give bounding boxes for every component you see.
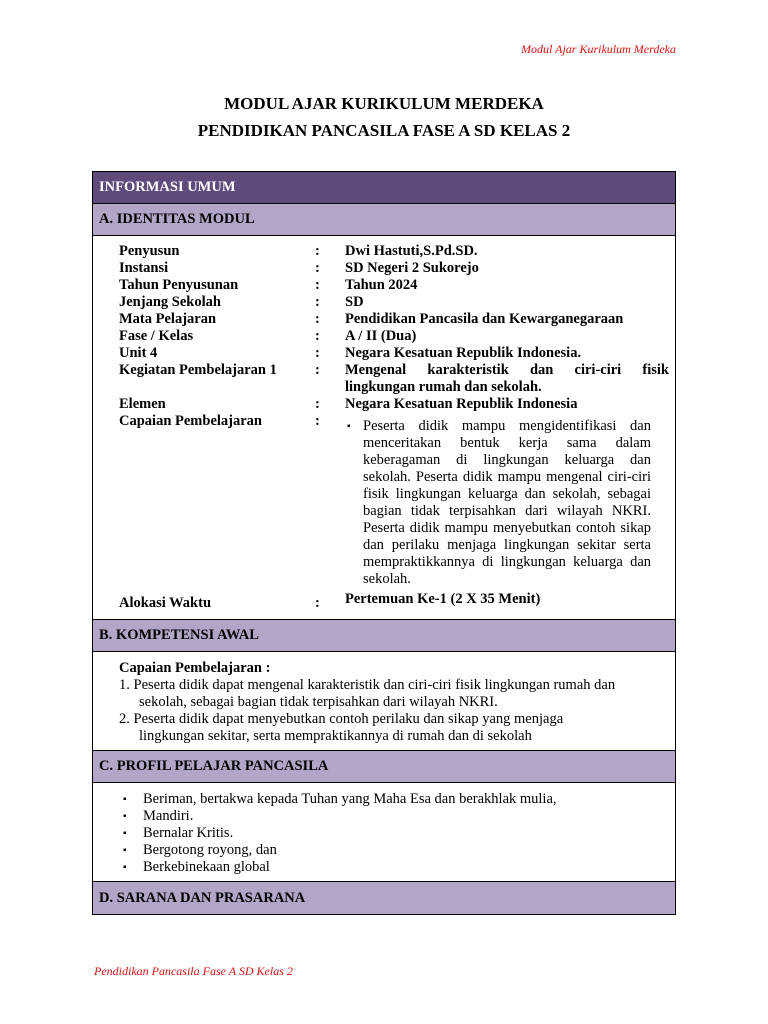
- identity-colon: :: [315, 413, 320, 429]
- identity-value: Mengenal karakteristik dan ciri-ciri fisik lingkungan rumah dan sekolah.: [345, 362, 669, 395]
- document-title: MODUL AJAR KURIKULUM MERDEKA: [224, 94, 544, 113]
- identity-row-tahun-penyusunan: [119, 277, 669, 294]
- identity-colon: :: [315, 362, 320, 378]
- kompetensi-item-1: [119, 677, 661, 711]
- identity-colon: :: [315, 345, 320, 361]
- identity-value: Dwi Hastuti,S.Pd.SD.: [345, 243, 478, 259]
- identity-colon: :: [315, 311, 320, 327]
- kompetensi-item-line: 2. Peserta didik dapat menyebutkan contoh perilaku dan sikap yang menjaga: [119, 711, 564, 727]
- identity-label: Jenjang Sekolah: [119, 294, 221, 310]
- bullet-icon: ▪: [123, 845, 127, 856]
- profil-item-text: Mandiri.: [143, 808, 194, 824]
- profil-item: [123, 808, 193, 825]
- bullet-icon: ▪: [123, 862, 127, 873]
- section-header-kompetensi-awal: B. KOMPETENSI AWAL: [93, 620, 675, 652]
- section-header-sarana-prasarana: D. SARANA DAN PRASARANA: [93, 882, 675, 914]
- identity-colon: :: [315, 396, 320, 412]
- identity-value: Pertemuan Ke-1 (2 X 35 Menit): [345, 591, 541, 607]
- kompetensi-item-2: [119, 711, 661, 745]
- kompetensi-awal-title: Capaian Pembelajaran :: [119, 660, 271, 676]
- identity-colon: :: [315, 277, 320, 293]
- identity-row-elemen: [119, 396, 669, 413]
- identity-colon: :: [315, 595, 320, 611]
- identity-label: Mata Pelajaran: [119, 311, 217, 327]
- identity-colon: :: [315, 328, 320, 344]
- identity-row-alokasi-waktu: [119, 591, 669, 612]
- profil-item: [123, 791, 557, 808]
- section-header-informasi-umum: INFORMASI UMUM: [93, 172, 675, 204]
- identity-label: Alokasi Waktu: [119, 595, 212, 611]
- bullet-icon: ▪: [123, 828, 127, 839]
- running-footer: Pendidikan Pancasila Fase A SD Kelas 2: [94, 964, 293, 978]
- identity-label: Kegiatan Pembelajaran 1: [119, 362, 277, 378]
- profil-item-text: Bernalar Kritis.: [143, 825, 234, 841]
- identity-value: A / II (Dua): [345, 328, 417, 344]
- kompetensi-item-line: sekolah, sebagai bagian tidak terpisahkan dari wilayah NKRI.: [139, 694, 498, 710]
- identity-value: SD: [345, 294, 364, 310]
- profil-item-text: Berkebinekaan global: [143, 859, 270, 875]
- identity-row-kegiatan-pembelajaran: [119, 362, 669, 396]
- bullet-icon: ▪: [347, 421, 351, 432]
- bullet-icon: ▪: [123, 794, 127, 805]
- identity-value: Negara Kesatuan Republik Indonesia: [345, 396, 578, 412]
- identity-colon: :: [315, 260, 320, 276]
- identity-row-unit: [119, 345, 669, 362]
- running-header: Modul Ajar Kurikulum Merdeka: [521, 42, 676, 56]
- identity-colon: :: [315, 294, 320, 310]
- profil-item: [123, 859, 270, 876]
- identity-label: Tahun Penyusunan: [119, 277, 239, 293]
- identity-value: Tahun 2024: [345, 277, 418, 293]
- kompetensi-awal-body: [93, 652, 675, 751]
- section-header-profil-pelajar-pancasila: C. PROFIL PELAJAR PANCASILA: [93, 751, 675, 783]
- identity-row-penyusun: [119, 243, 669, 260]
- bullet-icon: ▪: [123, 811, 127, 822]
- profil-item-text: Beriman, bertakwa kepada Tuhan yang Maha Esa dan berakhlak mulia,: [143, 791, 557, 807]
- document-subtitle: PENDIDIKAN PANCASILA FASE A SD KELAS 2: [197, 121, 571, 140]
- identity-value: Negara Kesatuan Republik Indonesia.: [345, 345, 582, 361]
- profil-pelajar-body: [93, 783, 675, 882]
- identity-label: Unit 4: [119, 345, 158, 361]
- identity-row-instansi: [119, 260, 669, 277]
- profil-item-text: Bergotong royong, dan: [143, 842, 277, 858]
- identity-label: Instansi: [119, 260, 169, 276]
- identity-row-jenjang-sekolah: [119, 294, 669, 311]
- identity-label: Elemen: [119, 396, 166, 412]
- section-header-identitas-modul: A. IDENTITAS MODUL: [93, 204, 675, 236]
- kompetensi-item-line: lingkungan sekitar, serta mempraktikannya di rumah dan di sekolah: [139, 728, 532, 744]
- kompetensi-item-line: 1. Peserta didik dapat mengenal karakteristik dan ciri-ciri fisik lingkungan rumah dan: [119, 677, 616, 693]
- identity-value: SD Negeri 2 Sukorejo: [345, 260, 479, 276]
- profil-item: [123, 842, 277, 859]
- capaian-pembelajaran-text: Peserta didik mampu mengidentifikasi dan menceritakan bentuk kerja sama dalam keberagaman di lingkungan keluarga dan sekolah. Peserta didik mampu mengenal ciri-ciri fisik lingkungan keluarga dan sekolah, sebagai bagian tidak terpisahkan dari wilayah NKRI. Peserta didik mampu menyebutkan contoh sikap dan perilaku menjaga lingkungan sekitar serta mempraktikkannya di lingkungan keluarga dan sekolah.: [363, 418, 651, 587]
- identitas-modul-body: [93, 236, 675, 620]
- identity-label: Penyusun: [119, 243, 180, 259]
- identity-colon: :: [315, 243, 320, 259]
- identity-value: Pendidikan Pancasila dan Kewarganegaraan: [345, 311, 624, 327]
- identity-label: Capaian Pembelajaran: [119, 413, 262, 429]
- identity-row-fase-kelas: [119, 328, 669, 345]
- module-info-table: [92, 171, 676, 915]
- profil-item: [123, 825, 233, 842]
- identity-label: Fase / Kelas: [119, 328, 194, 344]
- capaian-pembelajaran-list: [347, 418, 651, 588]
- identity-row-mata-pelajaran: [119, 311, 669, 328]
